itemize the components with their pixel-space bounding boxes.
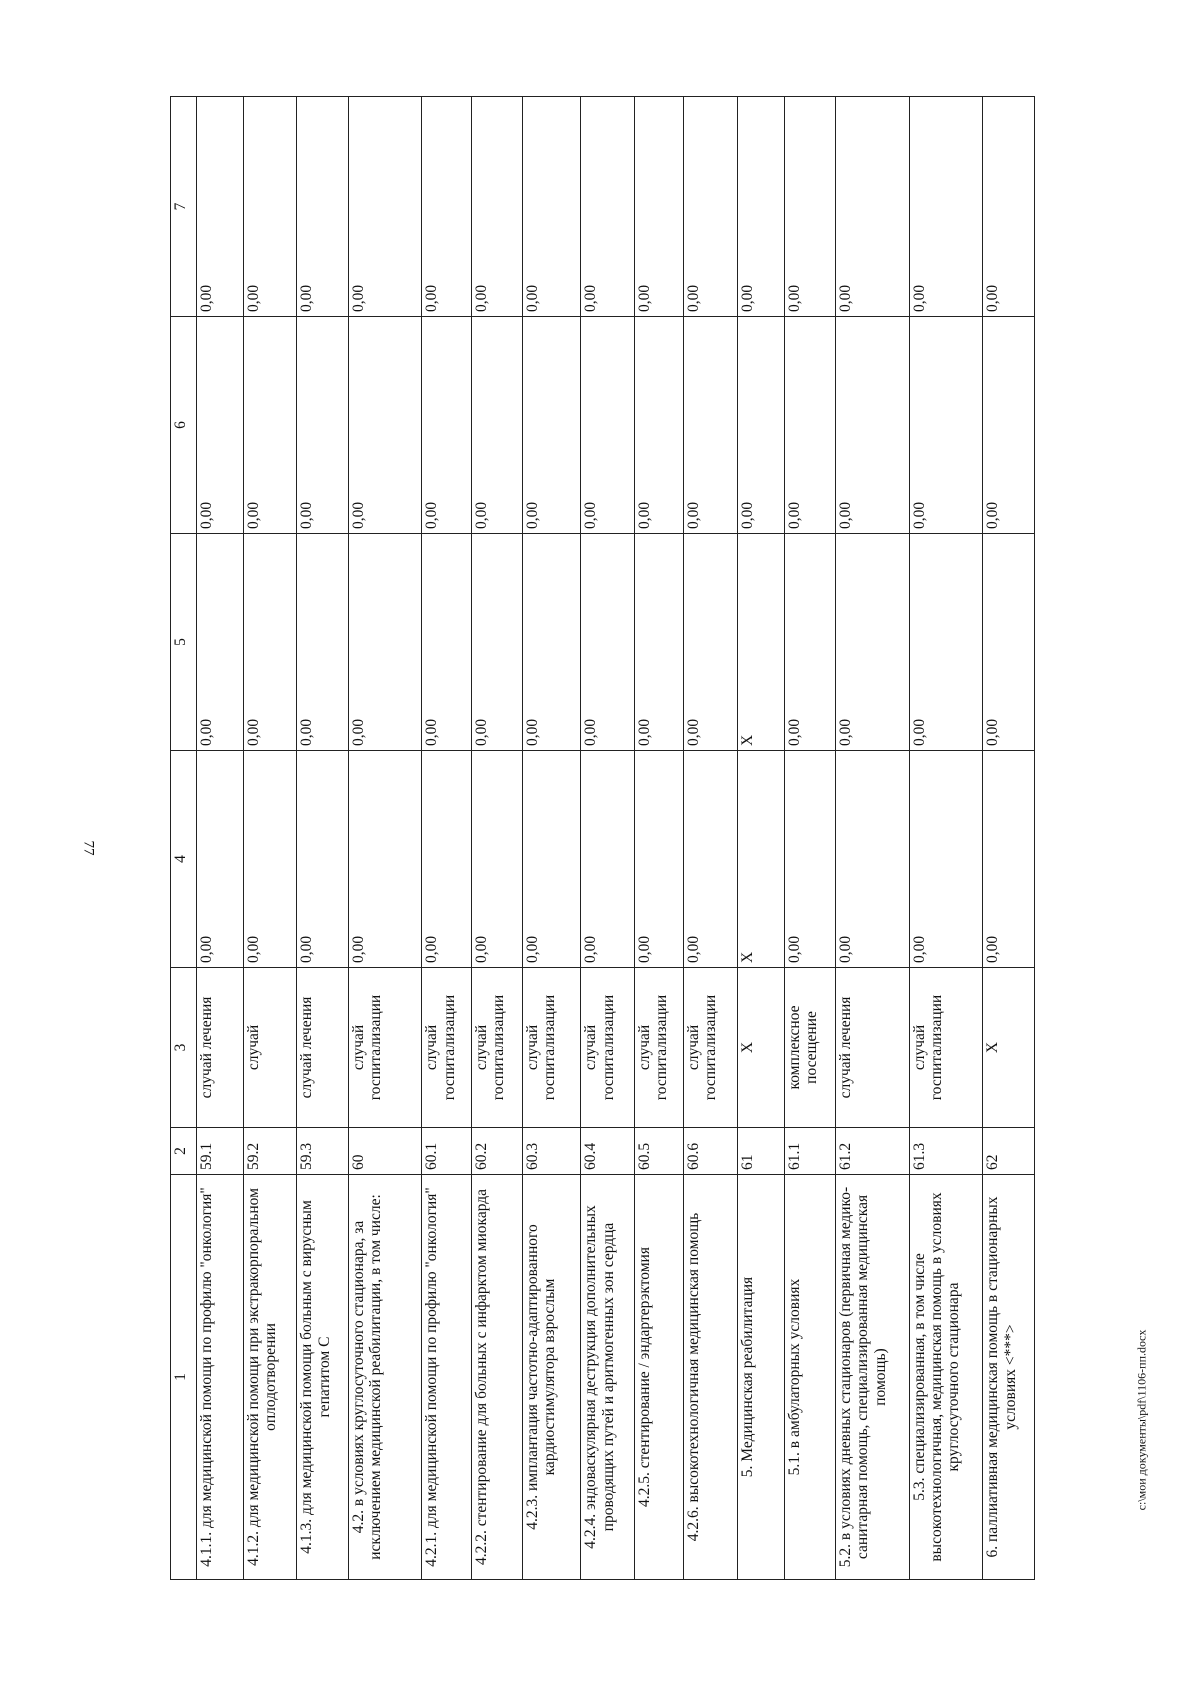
table-row — [297, 97, 348, 1580]
value-cell: 0,00 — [784, 97, 835, 317]
row-code-cell: 59.2 — [243, 1128, 297, 1175]
table-row — [523, 97, 581, 1580]
value-cell: 0,00 — [683, 97, 737, 317]
unit-cell: случай госпитализации — [909, 968, 983, 1128]
row-label-cell: 6. паллиативная медицинская помощь в стационарных условиях <***> — [983, 1175, 1035, 1580]
unit-cell: случай госпитализации — [471, 968, 522, 1128]
value-cell: 0,00 — [523, 751, 581, 968]
header-cell: 4 — [171, 751, 197, 968]
value-cell: 0,00 — [835, 317, 909, 534]
row-label-cell: 4.2.1. для медицинской помощи по профилю "онкология" — [422, 1175, 471, 1580]
row-code-cell: 60.2 — [471, 1128, 522, 1175]
value-cell: 0,00 — [196, 534, 243, 751]
header-cell: 1 — [171, 1175, 197, 1580]
row-label-cell: 4.1.2. для медицинской помощи при экстракорпоральном оплодотворении — [243, 1175, 297, 1580]
row-label-cell: 4.2.6. высокотехнологичная медицинская помощь — [683, 1175, 737, 1580]
table-row — [243, 97, 297, 1580]
unit-cell: случай госпитализации — [634, 968, 683, 1128]
value-cell: 0,00 — [348, 534, 422, 751]
row-code-cell: 60.5 — [634, 1128, 683, 1175]
row-code-cell: 60.6 — [683, 1128, 737, 1175]
value-cell: 0,00 — [243, 97, 297, 317]
row-code-cell: 61 — [737, 1128, 784, 1175]
data-table-container — [170, 97, 1035, 1580]
unit-cell: случай госпитализации — [422, 968, 471, 1128]
value-cell: 0,00 — [243, 751, 297, 968]
value-cell: 0,00 — [243, 317, 297, 534]
header-cell: 2 — [171, 1128, 197, 1175]
value-cell: 0,00 — [297, 317, 348, 534]
table-row — [196, 97, 243, 1580]
table-row — [683, 97, 737, 1580]
value-cell: 0,00 — [581, 751, 635, 968]
table-row — [784, 97, 835, 1580]
table-header-row — [171, 97, 197, 1580]
unit-cell: случай госпитализации — [348, 968, 422, 1128]
value-cell: 0,00 — [784, 751, 835, 968]
row-label-cell: 5.3. специализированная, в том числе высокотехнологичная, медицинская помощь в условиях круглосуточного стационара — [909, 1175, 983, 1580]
row-code-cell: 59.1 — [196, 1128, 243, 1175]
value-cell: 0,00 — [471, 534, 522, 751]
value-cell: 0,00 — [581, 97, 635, 317]
table-row — [835, 97, 909, 1580]
value-cell: 0,00 — [523, 317, 581, 534]
row-code-cell: 60.4 — [581, 1128, 635, 1175]
value-cell: 0,00 — [297, 534, 348, 751]
unit-cell: случай госпитализации — [683, 968, 737, 1128]
unit-cell: случай лечения — [835, 968, 909, 1128]
header-cell: 3 — [171, 968, 197, 1128]
row-code-cell: 61.2 — [835, 1128, 909, 1175]
header-cell: 7 — [171, 97, 197, 317]
value-cell: 0,00 — [983, 534, 1035, 751]
value-cell: 0,00 — [581, 317, 635, 534]
table-row — [634, 97, 683, 1580]
row-code-cell: 60 — [348, 1128, 422, 1175]
value-cell: 0,00 — [297, 751, 348, 968]
value-cell: 0,00 — [471, 317, 522, 534]
value-cell: 0,00 — [983, 751, 1035, 968]
table-row — [422, 97, 471, 1580]
value-cell: Х — [737, 751, 784, 968]
value-cell: 0,00 — [683, 317, 737, 534]
unit-cell: случай госпитализации — [581, 968, 635, 1128]
value-cell: Х — [737, 534, 784, 751]
value-cell: 0,00 — [422, 751, 471, 968]
page-number: 77 — [80, 840, 97, 856]
value-cell: 0,00 — [243, 534, 297, 751]
value-cell: 0,00 — [471, 97, 522, 317]
table-body — [171, 97, 1035, 1580]
value-cell: 0,00 — [422, 97, 471, 317]
table-row — [581, 97, 635, 1580]
row-code-cell: 59.3 — [297, 1128, 348, 1175]
value-cell: 0,00 — [196, 751, 243, 968]
value-cell: 0,00 — [348, 97, 422, 317]
value-cell: 0,00 — [634, 534, 683, 751]
value-cell: 0,00 — [835, 97, 909, 317]
value-cell: 0,00 — [737, 317, 784, 534]
value-cell: 0,00 — [196, 317, 243, 534]
table-row — [909, 97, 983, 1580]
unit-cell: Х — [983, 968, 1035, 1128]
value-cell: 0,00 — [581, 534, 635, 751]
row-code-cell: 60.3 — [523, 1128, 581, 1175]
value-cell: 0,00 — [835, 534, 909, 751]
row-label-cell: 4.2.4. эндоваскулярная деструкция дополнительных проводящих путей и аритмогенных зон сердца — [581, 1175, 635, 1580]
row-label-cell: 4.2.3. имплантация частотно-адаптированного кардиостимулятора взрослым — [523, 1175, 581, 1580]
row-label-cell: 4.1.3. для медицинской помощи больным с вирусным гепатитом С — [297, 1175, 348, 1580]
unit-cell: случай лечения — [196, 968, 243, 1128]
row-label-cell: 4.1.1. для медицинской помощи по профилю "онкология" — [196, 1175, 243, 1580]
table-row — [737, 97, 784, 1580]
value-cell: 0,00 — [422, 534, 471, 751]
value-cell: 0,00 — [634, 317, 683, 534]
value-cell: 0,00 — [909, 751, 983, 968]
value-cell: 0,00 — [297, 97, 348, 317]
value-cell: 0,00 — [348, 317, 422, 534]
row-code-cell: 61.1 — [784, 1128, 835, 1175]
row-label-cell: 4.2. в условиях круглосуточного стационара, за исключением медицинской реабилитации, в том числе: — [348, 1175, 422, 1580]
value-cell: 0,00 — [909, 97, 983, 317]
value-cell: 0,00 — [634, 97, 683, 317]
value-cell: 0,00 — [909, 534, 983, 751]
unit-cell: случай лечения — [297, 968, 348, 1128]
value-cell: 0,00 — [784, 317, 835, 534]
header-cell: 5 — [171, 534, 197, 751]
header-cell: 6 — [171, 317, 197, 534]
unit-cell: Х — [737, 968, 784, 1128]
value-cell: 0,00 — [422, 317, 471, 534]
table-row — [471, 97, 522, 1580]
table-row — [983, 97, 1035, 1580]
table-row — [348, 97, 422, 1580]
row-code-cell: 61.3 — [909, 1128, 983, 1175]
value-cell: 0,00 — [683, 751, 737, 968]
unit-cell: случай — [243, 968, 297, 1128]
data-table — [170, 96, 1035, 1580]
value-cell: 0,00 — [784, 534, 835, 751]
row-label-cell: 4.2.2. стентирование для больных с инфарктом миокарда — [471, 1175, 522, 1580]
value-cell: 0,00 — [737, 97, 784, 317]
value-cell: 0,00 — [634, 751, 683, 968]
row-label-cell: 4.2.5. стентирование / эндартерэктомия — [634, 1175, 683, 1580]
value-cell: 0,00 — [983, 317, 1035, 534]
value-cell: 0,00 — [983, 97, 1035, 317]
value-cell: 0,00 — [348, 751, 422, 968]
value-cell: 0,00 — [196, 97, 243, 317]
row-code-cell: 60.1 — [422, 1128, 471, 1175]
value-cell: 0,00 — [523, 97, 581, 317]
value-cell: 0,00 — [835, 751, 909, 968]
value-cell: 0,00 — [909, 317, 983, 534]
value-cell: 0,00 — [683, 534, 737, 751]
rotated-table-frame — [170, 97, 1035, 1580]
row-label-cell: 5.2. в условиях дневных стационаров (первичная медико-санитарная помощь, специализированная медицинская помощь) — [835, 1175, 909, 1580]
value-cell: 0,00 — [523, 534, 581, 751]
unit-cell: комплексное посещение — [784, 968, 835, 1128]
unit-cell: случай госпитализации — [523, 968, 581, 1128]
file-path-footer: c:\мои документы\pdf\1106-пп.docx — [1134, 1329, 1149, 1511]
row-code-cell: 62 — [983, 1128, 1035, 1175]
value-cell: 0,00 — [471, 751, 522, 968]
row-label-cell: 5. Медицинская реабилитация — [737, 1175, 784, 1580]
row-label-cell: 5.1. в амбулаторных условиях — [784, 1175, 835, 1580]
